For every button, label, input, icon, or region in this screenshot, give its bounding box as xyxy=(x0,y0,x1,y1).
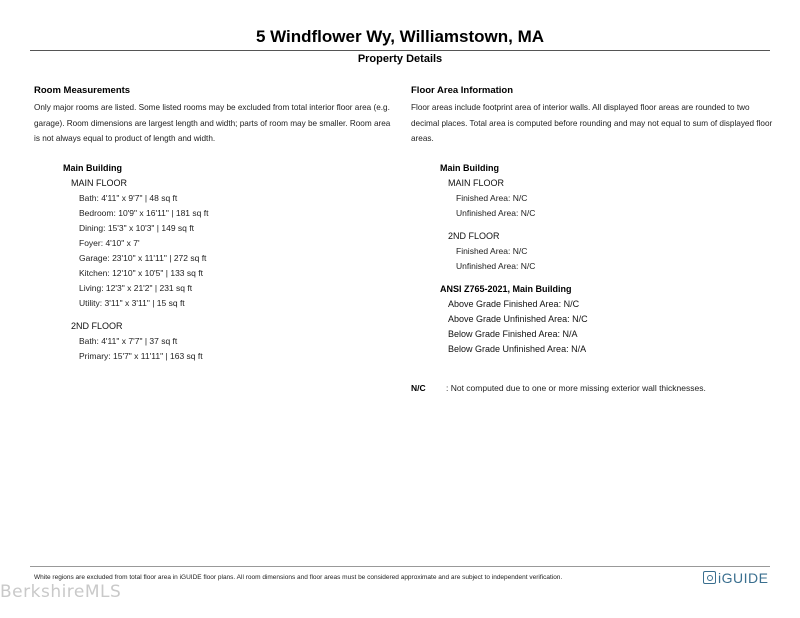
page-subtitle: Property Details xyxy=(357,53,443,65)
room-floor-name: 2ND FLOOR xyxy=(71,320,123,331)
room-item: Dining: 15'3" x 10'3" | 149 sq ft xyxy=(79,222,194,233)
room-item: Kitchen: 12'10" x 10'5" | 133 sq ft xyxy=(79,267,203,278)
floor-area-section xyxy=(411,83,776,357)
area-item: Finished Area: N/C xyxy=(456,245,528,256)
room-item: Garage: 23'10" x 11'11" | 272 sq ft xyxy=(79,252,207,263)
room-item: Bedroom: 10'9" x 16'11" | 181 sq ft xyxy=(79,207,209,218)
nc-legend xyxy=(411,383,706,393)
header-divider xyxy=(30,50,770,51)
floor-area-note: Floor areas include footprint area of interior walls. All displayed floor areas are rounded to two decimal places. Total area is computed before rounding and may not equal to sum of displayed floor areas. xyxy=(411,103,773,143)
iguide-logo-icon xyxy=(703,571,716,584)
room-floor-name: MAIN FLOOR xyxy=(71,177,128,188)
footer-divider xyxy=(30,566,770,567)
room-item: Bath: 4'11" x 9'7" | 48 sq ft xyxy=(79,192,178,203)
footer-disclaimer: White regions are excluded from total floor area in iGUIDE floor plans. All room dimensions and floor areas must be considered approximate and are subject to independent verification. xyxy=(34,574,563,581)
room-item: Foyer: 4'10" x 7' xyxy=(79,237,140,248)
room-measurements-note: Only major rooms are listed. Some listed rooms may be excluded from total interior floor area (e.g. garage). Room dimensions are largest length and width; parts of room may be smaller. Room area is not always equal to product of length and width. xyxy=(34,103,391,143)
room-item: Utility: 3'11" x 3'11" | 15 sq ft xyxy=(79,297,185,308)
room-measurements-heading: Room Measurements xyxy=(34,85,131,96)
area-building-name: Main Building xyxy=(440,162,499,173)
area-floor-name: 2ND FLOOR xyxy=(448,230,500,241)
area-floor-name: MAIN FLOOR xyxy=(448,177,505,188)
ansi-item: Above Grade Finished Area: N/C xyxy=(448,298,580,309)
area-item: Unfinished Area: N/C xyxy=(456,207,536,218)
area-item: Unfinished Area: N/C xyxy=(456,260,536,271)
room-item: Bath: 4'11" x 7'7" | 37 sq ft xyxy=(79,335,178,346)
room-item: Living: 12'3" x 21'2" | 231 sq ft xyxy=(79,282,193,293)
mls-watermark: BerkshireMLS xyxy=(0,582,122,602)
nc-description: : Not computed due to one or more missing exterior wall thicknesses. xyxy=(446,383,706,393)
iguide-logo-text: iGUIDE xyxy=(718,570,769,586)
ansi-heading: ANSI Z765-2021, Main Building xyxy=(440,283,572,294)
iguide-logo xyxy=(703,570,768,586)
room-item: Primary: 15'7" x 11'11" | 163 sq ft xyxy=(79,350,203,361)
ansi-item: Below Grade Unfinished Area: N/A xyxy=(448,343,587,354)
floor-area-heading: Floor Area Information xyxy=(411,85,514,96)
room-measurements-section xyxy=(34,83,394,364)
area-item: Finished Area: N/C xyxy=(456,192,528,203)
ansi-item: Above Grade Unfinished Area: N/C xyxy=(448,313,588,324)
page-title: 5 Windflower Wy, Williamstown, MA xyxy=(255,27,545,46)
room-building-name: Main Building xyxy=(63,162,122,173)
ansi-item: Below Grade Finished Area: N/A xyxy=(448,328,578,339)
nc-key: N/C xyxy=(411,383,426,393)
